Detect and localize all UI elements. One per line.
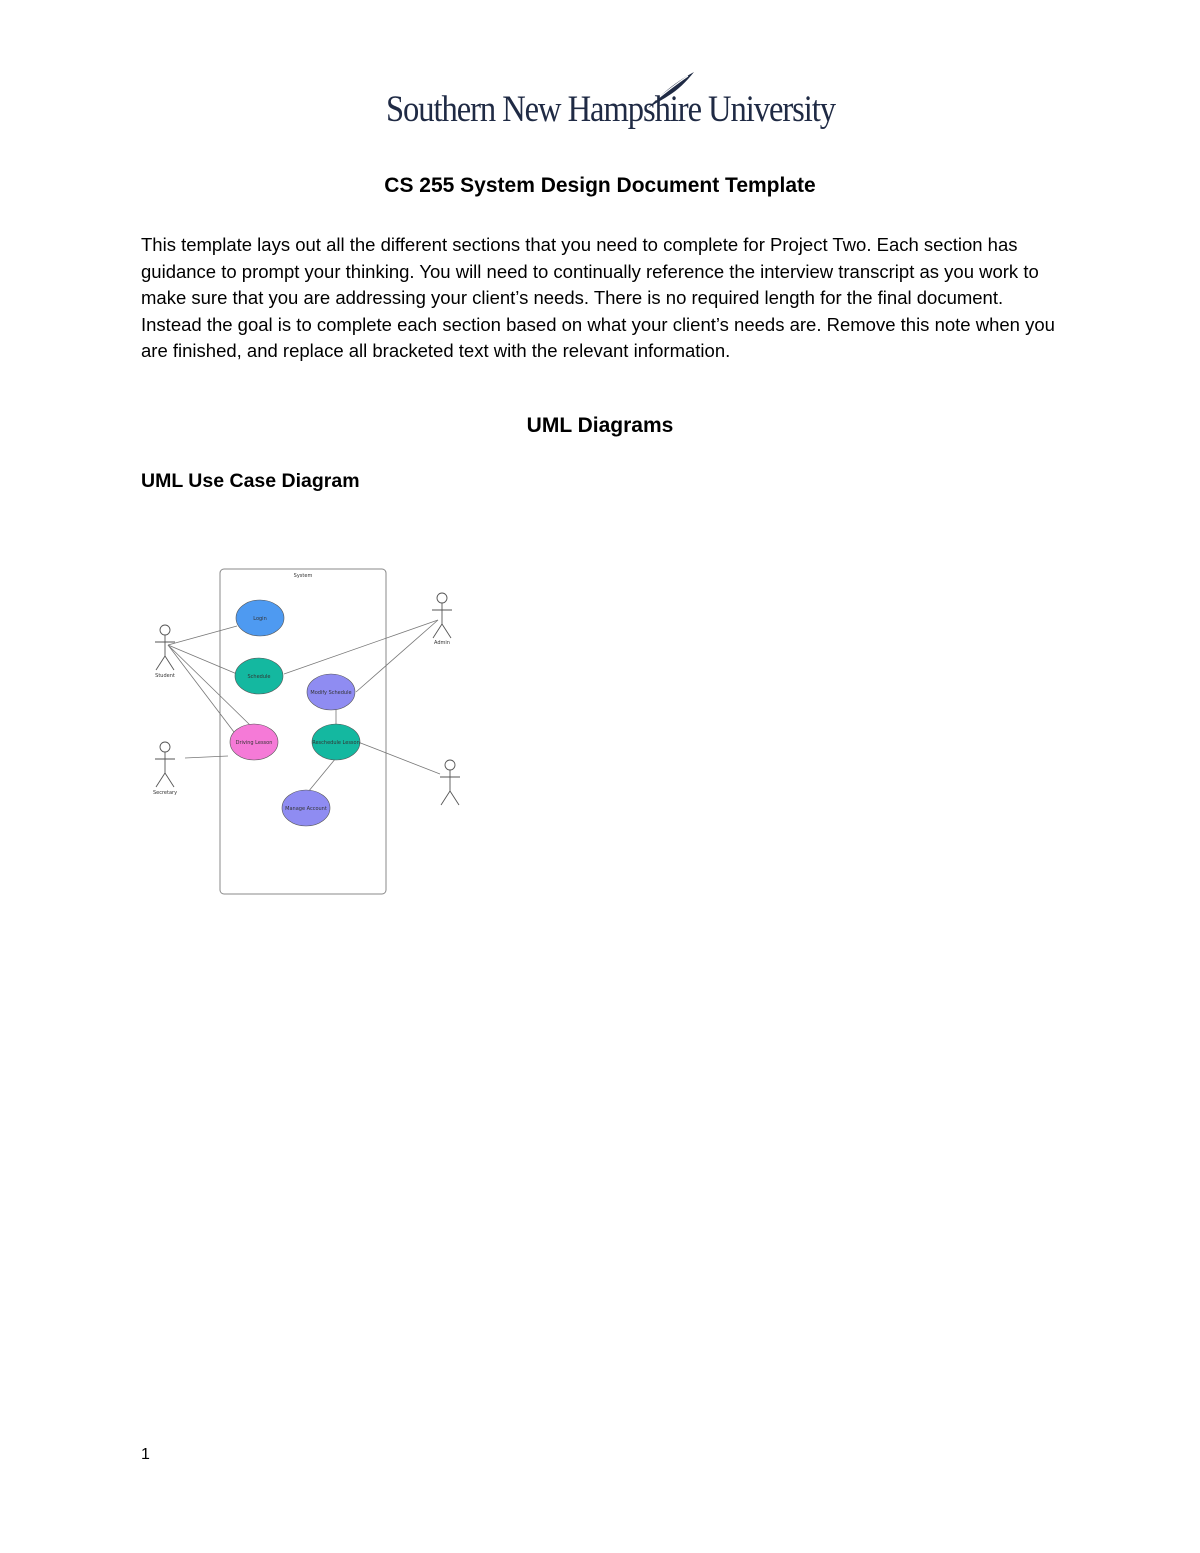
actor-right-bottom <box>440 760 460 805</box>
logo-wordmark: Southern New Hampshire University <box>386 89 835 130</box>
use-case-diagram <box>140 560 480 900</box>
university-logo <box>386 70 835 136</box>
actor-left-bottom <box>155 742 175 787</box>
system-label: System <box>293 573 313 579</box>
section-heading-uml-diagrams: UML Diagrams <box>526 414 674 437</box>
document-title: CS 255 System Design Document Template <box>384 174 816 197</box>
sub-heading-use-case-diagram: UML Use Case Diagram <box>141 470 360 492</box>
svg-text:Reschedule Lesson: Reschedule Lesson <box>312 740 360 746</box>
svg-text:Driving Lesson: Driving Lesson <box>235 740 273 746</box>
svg-text:Login: Login <box>253 616 267 622</box>
actor-right-top <box>432 593 452 638</box>
svg-text:Modify Schedule: Modify Schedule <box>310 690 352 696</box>
svg-text:Manage Account: Manage Account <box>285 806 327 812</box>
svg-text:Schedule: Schedule <box>247 674 271 680</box>
svg-text:Student: Student <box>155 673 175 679</box>
actor-student <box>155 625 175 670</box>
page-number: 1 <box>141 1446 150 1463</box>
svg-text:Admin: Admin <box>434 640 450 646</box>
svg-text:Secretary: Secretary <box>152 790 178 796</box>
intro-paragraph: This template lays out all the different sections that you need to complete for Project Two. Each section has guidance to prompt your thinking. You will need to continually reference the interview transcript as you work to make sure that you are addressing your client’s needs. There is no required length for the final document. Instead the goal is to complete each section based on what your client’s needs are. Remove this note when you are finished, and replace all bracketed text with the relevant information. <box>141 234 1055 361</box>
